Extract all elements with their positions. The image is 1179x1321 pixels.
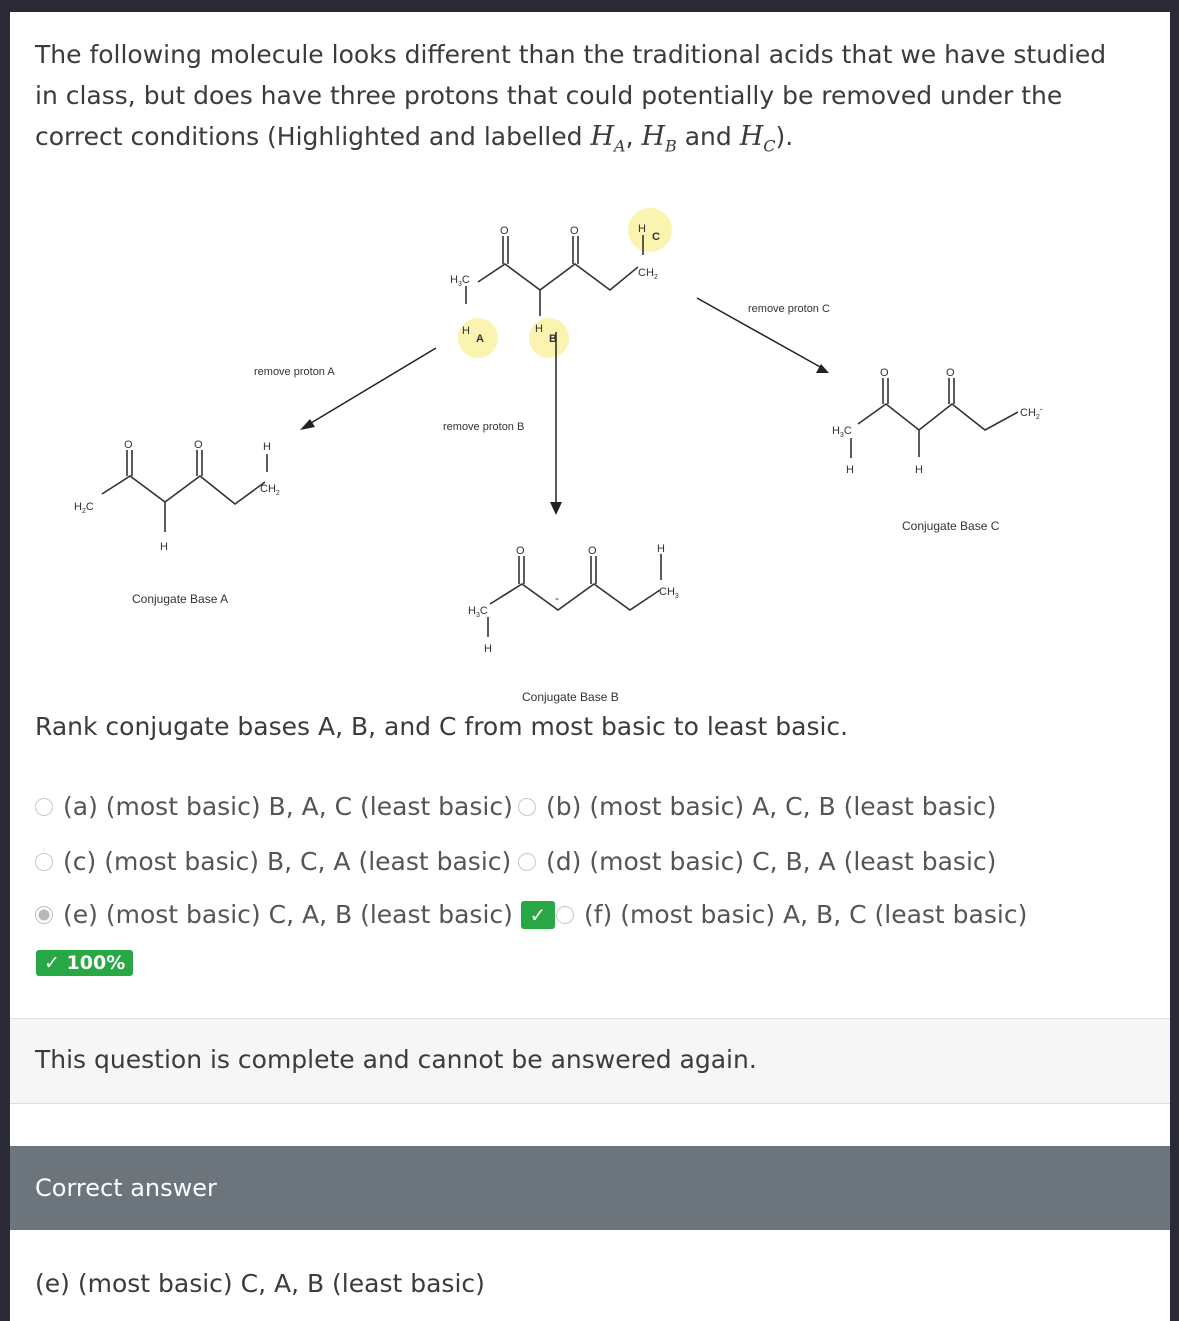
hc-label: C	[652, 231, 660, 243]
highlight-hc	[628, 208, 672, 252]
radio-e-selected[interactable]	[35, 906, 53, 924]
conj-b-h3c: $H_3C$	[468, 605, 488, 619]
radio-b[interactable]	[518, 798, 536, 816]
hb-h: H	[535, 323, 543, 335]
intro-text: The following molecule looks different than the traditional acids that we have studied in class, but does have three protons that could potentially be removed under the correct conditions (Highlighted and labelled	[35, 40, 1107, 151]
ha-sub: A	[614, 136, 626, 156]
hb-base: H	[641, 121, 666, 152]
conj-a-o1: O	[124, 439, 133, 451]
correct-answer-text: (e) (most basic) C, A, B (least basic)	[35, 1269, 485, 1298]
option-c-label: (c)	[63, 847, 97, 876]
option-e-label: (e)	[63, 900, 98, 929]
arrow-c-label: remove proton C	[748, 303, 830, 315]
conj-b-minus: -	[555, 591, 559, 605]
sep-1: ,	[625, 122, 642, 151]
complete-banner	[10, 1018, 1170, 1104]
sep-2: and	[676, 122, 740, 151]
arrow-b-label: remove proton B	[443, 421, 525, 433]
question-intro	[35, 34, 1125, 166]
conj-b-o1: O	[516, 545, 525, 557]
conj-a-h2c: $H_2C$	[74, 501, 94, 515]
conjugate-base-c-structure	[851, 378, 1018, 458]
arrow-b	[550, 332, 562, 515]
conj-a-top-h: H	[263, 441, 271, 453]
ch2-label: $CH_2$	[638, 267, 658, 281]
option-a-label: (a)	[63, 792, 98, 821]
option-c-text: (most basic) B, C, A (least basic)	[104, 847, 512, 876]
conj-c-h-mid: H	[915, 464, 923, 476]
option-b-label: (b)	[546, 792, 582, 821]
conj-b-o2: O	[588, 545, 597, 557]
starting-molecule	[466, 235, 643, 316]
option-b[interactable]	[518, 792, 996, 821]
o-2: O	[570, 225, 579, 237]
conj-c-o2: O	[946, 367, 955, 379]
conj-b-label: Conjugate Base B	[522, 690, 619, 704]
radio-f[interactable]	[556, 906, 574, 924]
conjugate-base-a-structure	[102, 450, 267, 532]
ha-symbol	[590, 121, 626, 156]
conj-c-h-left: H	[846, 464, 854, 476]
hb-symbol	[641, 121, 677, 156]
conj-c-label: Conjugate Base C	[902, 519, 1000, 533]
hc-symbol	[739, 121, 776, 156]
conj-b-ch3: $CH_3$	[659, 586, 679, 600]
conj-c-ch2: $CH_2^-$	[1020, 404, 1043, 421]
ha-base: H	[590, 121, 614, 152]
complete-message: This question is complete and cannot be answered again.	[35, 1045, 757, 1074]
option-a[interactable]	[35, 792, 513, 821]
hb-label: B	[549, 333, 557, 345]
intro-end: ).	[775, 122, 794, 151]
hc-base: H	[739, 121, 764, 152]
option-e[interactable]	[35, 900, 555, 929]
o-1: O	[500, 225, 509, 237]
option-d-text: (most basic) C, B, A (least basic)	[589, 847, 997, 876]
arrow-a-label: remove proton A	[254, 366, 335, 378]
option-f-text: (most basic) A, B, C (least basic)	[620, 900, 1028, 929]
conj-b-bottom-h: H	[484, 643, 492, 655]
option-b-text: (most basic) A, C, B (least basic)	[589, 792, 997, 821]
correct-answer-title: Correct answer	[35, 1174, 217, 1202]
option-e-text: (most basic) C, A, B (least basic)	[105, 900, 513, 929]
conj-a-ch2: $CH_2$	[260, 483, 280, 497]
hc-h: H	[638, 223, 646, 235]
conjugate-base-b-structure	[488, 554, 661, 637]
conj-c-o1: O	[880, 367, 889, 379]
molecule-diagram	[10, 192, 1170, 712]
conj-c-h3c: $H_3C$	[832, 425, 852, 439]
conj-a-h: H	[160, 541, 168, 553]
rank-prompt: Rank conjugate bases A, B, and C from most basic to least basic.	[35, 712, 849, 741]
radio-a[interactable]	[35, 798, 53, 816]
conj-a-label: Conjugate Base A	[132, 592, 229, 606]
option-c[interactable]	[35, 847, 511, 876]
arrow-a	[300, 348, 436, 430]
option-a-text: (most basic) B, A, C (least basic)	[105, 792, 513, 821]
conj-b-top-h: H	[657, 543, 665, 555]
hc-sub: C	[763, 136, 776, 156]
hb-sub: B	[665, 136, 677, 156]
radio-c[interactable]	[35, 853, 53, 871]
check-icon: ✓	[521, 901, 555, 929]
ha-h: H	[462, 325, 470, 337]
option-d[interactable]	[518, 847, 996, 876]
conj-a-o2: O	[194, 439, 203, 451]
option-d-label: (d)	[546, 847, 582, 876]
score-badge: ✓ 100%	[36, 950, 133, 976]
option-f-label: (f)	[584, 900, 613, 929]
ha-label: A	[476, 333, 484, 345]
correct-answer-header	[10, 1146, 1170, 1230]
option-f[interactable]	[556, 900, 1027, 929]
radio-d[interactable]	[518, 853, 536, 871]
h3c-label: $H_3C$	[450, 274, 470, 288]
question-card	[10, 12, 1170, 1321]
